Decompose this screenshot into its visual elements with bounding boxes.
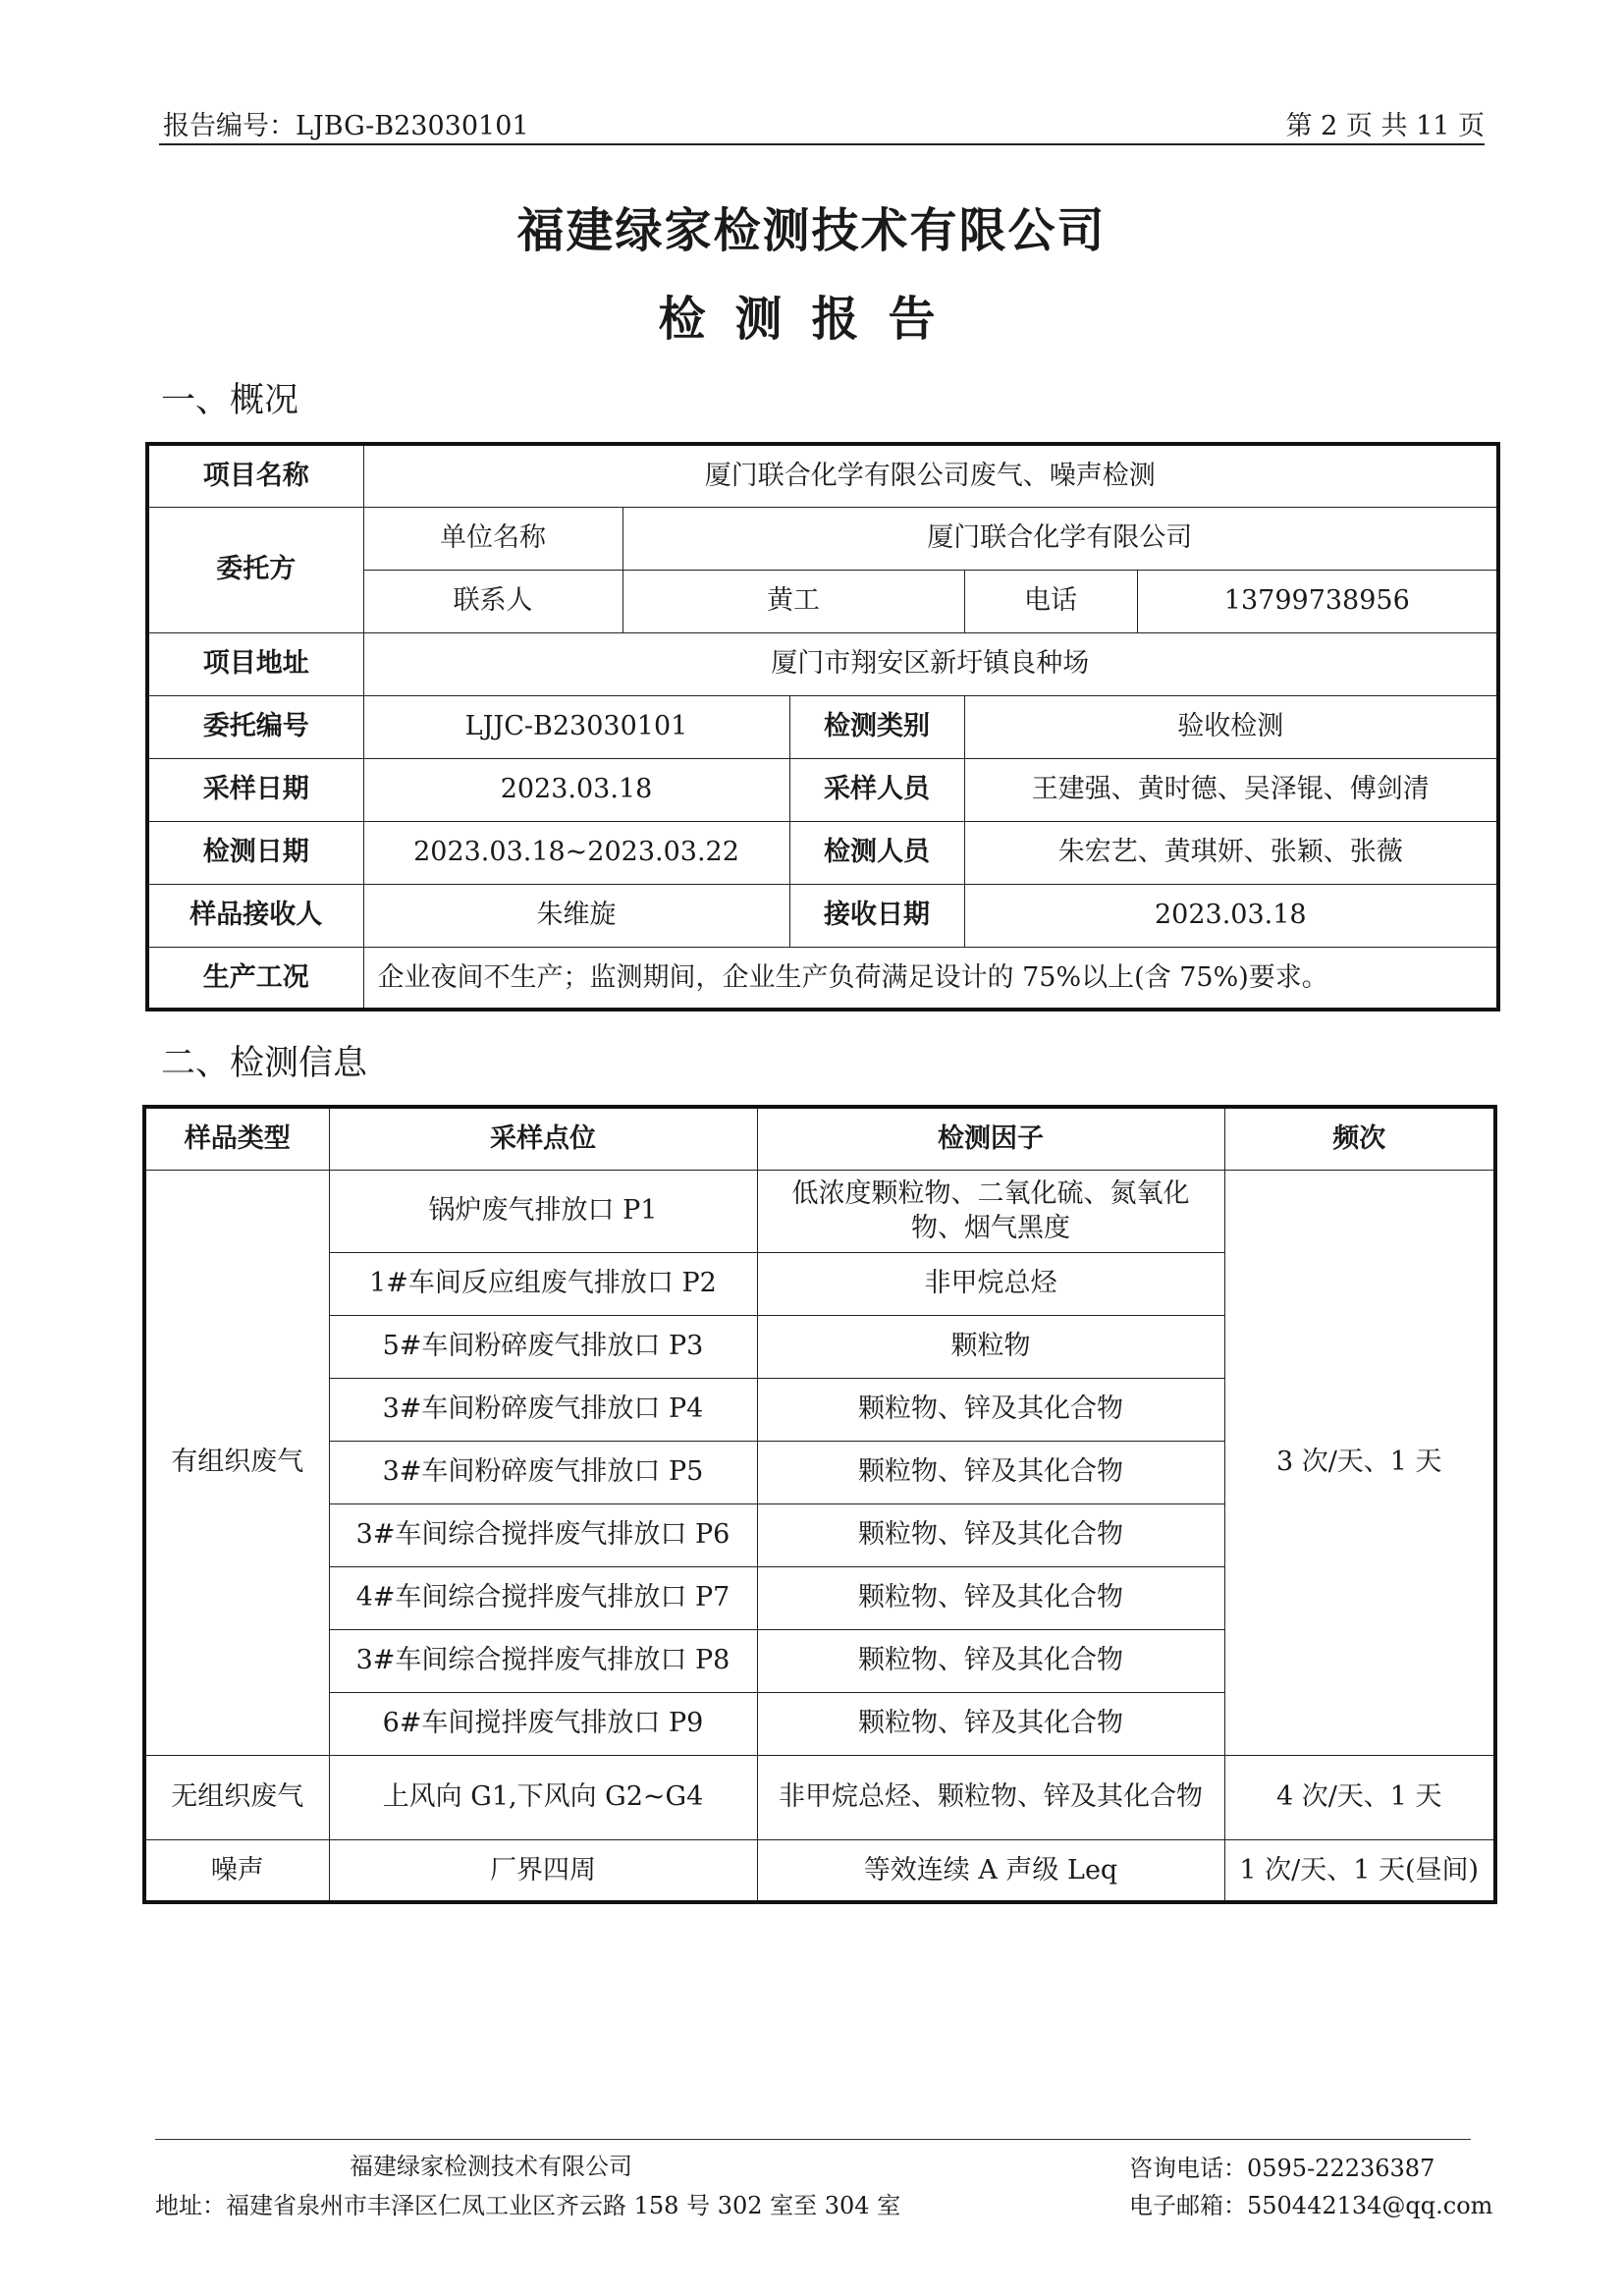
test-info-table (142, 1105, 1497, 1904)
test-factor: 颗粒物、锌及其化合物 (757, 1378, 1224, 1441)
test-factor: 低浓度颗粒物、二氧化硫、氮氧化物、烟气黑度 (757, 1170, 1224, 1252)
sampling-point: 3#车间粉碎废气排放口 P4 (329, 1378, 757, 1441)
test-factor: 颗粒物、锌及其化合物 (757, 1692, 1224, 1755)
commission-no: LJJC-B23030101 (363, 695, 789, 758)
group3-point: 厂界四周 (329, 1839, 757, 1902)
test-factor: 颗粒物、锌及其化合物 (757, 1566, 1224, 1629)
test-factor: 颗粒物 (757, 1315, 1224, 1378)
sampling-point: 锅炉废气排放口 P1 (329, 1170, 757, 1252)
report-title: 检测报告 (658, 292, 965, 347)
test-factor: 非甲烷总烃 (757, 1252, 1224, 1315)
receiver-label: 样品接收人 (147, 884, 363, 947)
group3-type: 噪声 (144, 1839, 329, 1902)
receiver: 朱维旋 (363, 884, 789, 947)
sampling-date: 2023.03.18 (363, 758, 789, 821)
test-date-label: 检测日期 (147, 821, 363, 884)
footer-phone: 咨询电话：0595-22236387 (1129, 2155, 1435, 2182)
col-header-frequency: 频次 (1224, 1107, 1495, 1170)
address-value: 厦门市翔安区新圩镇良种场 (363, 632, 1498, 695)
client-label: 委托方 (147, 507, 363, 632)
col-header-factor: 检测因子 (757, 1107, 1224, 1170)
company-title: 福建绿家检测技术有限公司 (516, 203, 1107, 258)
sampling-date-label: 采样日期 (147, 758, 363, 821)
test-factor: 颗粒物、锌及其化合物 (757, 1503, 1224, 1566)
group3-factor: 等效连续 A 声级 Leq (757, 1839, 1224, 1902)
test-type: 验收检测 (964, 695, 1498, 758)
footer-address: 地址：福建省泉州市丰泽区仁凤工业区齐云路 158 号 302 室至 304 室 (155, 2192, 901, 2219)
group2-type: 无组织废气 (144, 1755, 329, 1839)
condition-value: 企业夜间不生产；监测期间，企业生产负荷满足设计的 75%以上(含 75%)要求。 (363, 947, 1498, 1010)
sampling-point: 3#车间综合搅拌废气排放口 P6 (329, 1503, 757, 1566)
header-divider (159, 143, 1485, 145)
samplers-label: 采样人员 (789, 758, 964, 821)
sampling-point: 6#车间搅拌废气排放口 P9 (329, 1692, 757, 1755)
sampling-point: 1#车间反应组废气排放口 P2 (329, 1252, 757, 1315)
unit-label: 单位名称 (363, 507, 622, 570)
sampling-point: 3#车间综合搅拌废气排放口 P8 (329, 1629, 757, 1692)
contact-name: 黄工 (622, 570, 964, 632)
group2-point: 上风向 G1,下风向 G2~G4 (329, 1755, 757, 1839)
test-factor: 颗粒物、锌及其化合物 (757, 1441, 1224, 1503)
footer-divider (155, 2139, 1471, 2140)
commission-no-label: 委托编号 (147, 695, 363, 758)
footer-company: 福建绿家检测技术有限公司 (350, 2153, 632, 2180)
contact-label: 联系人 (363, 570, 622, 632)
col-header-point: 采样点位 (329, 1107, 757, 1170)
condition-label: 生产工况 (147, 947, 363, 1010)
receive-date-label: 接收日期 (789, 884, 964, 947)
group1-type: 有组织废气 (144, 1170, 329, 1755)
footer-email: 电子邮箱：550442134@qq.com (1129, 2192, 1493, 2219)
col-header-type: 样品类型 (144, 1107, 329, 1170)
group2-factor: 非甲烷总烃、颗粒物、锌及其化合物 (757, 1755, 1224, 1839)
test-factor: 颗粒物、锌及其化合物 (757, 1629, 1224, 1692)
section2-heading: 二、检测信息 (161, 1044, 368, 1083)
samplers: 王建强、黄时德、吴泽锟、傅剑清 (964, 758, 1498, 821)
testers: 朱宏艺、黄琪妍、张颖、张薇 (964, 821, 1498, 884)
page-number: 第 2 页 共 11 页 (1285, 111, 1485, 141)
overview-table (145, 442, 1500, 1011)
test-type-label: 检测类别 (789, 695, 964, 758)
section1-heading: 一、概况 (161, 381, 299, 420)
project-name-label: 项目名称 (147, 444, 363, 507)
sampling-point: 5#车间粉碎废气排放口 P3 (329, 1315, 757, 1378)
report-number: 报告编号：LJBG-B23030101 (163, 111, 529, 141)
address-label: 项目地址 (147, 632, 363, 695)
test-date: 2023.03.18~2023.03.22 (363, 821, 789, 884)
phone-value: 13799738956 (1137, 570, 1498, 632)
group2-frequency: 4 次/天、1 天 (1224, 1755, 1495, 1839)
unit-name: 厦门联合化学有限公司 (622, 507, 1498, 570)
group1-frequency: 3 次/天、1 天 (1224, 1170, 1495, 1755)
project-name: 厦门联合化学有限公司废气、噪声检测 (363, 444, 1498, 507)
page-header (163, 104, 1485, 142)
group3-frequency: 1 次/天、1 天(昼间) (1224, 1839, 1495, 1902)
phone-label: 电话 (964, 570, 1137, 632)
sampling-point: 3#车间粉碎废气排放口 P5 (329, 1441, 757, 1503)
sampling-point: 4#车间综合搅拌废气排放口 P7 (329, 1566, 757, 1629)
receive-date: 2023.03.18 (964, 884, 1498, 947)
testers-label: 检测人员 (789, 821, 964, 884)
